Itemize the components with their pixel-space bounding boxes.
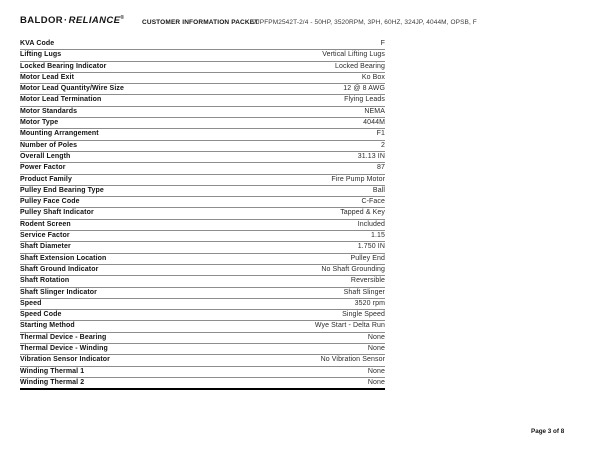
- spec-label: Number of Poles: [20, 141, 78, 149]
- spec-value: No Vibration Sensor: [320, 356, 385, 364]
- table-row: [20, 231, 385, 242]
- table-row: [20, 378, 385, 390]
- table-row: [20, 62, 385, 73]
- spec-value: Shaft Slinger: [343, 288, 385, 296]
- baldor-reliance-logo: [20, 15, 124, 26]
- spec-label: Motor Lead Termination: [20, 96, 102, 104]
- spec-value: 4044M: [363, 119, 385, 127]
- spec-value: 1.750 IN: [357, 243, 385, 251]
- table-row: [20, 254, 385, 265]
- spec-label: Motor Type: [20, 119, 59, 127]
- spec-table: [20, 39, 385, 390]
- spec-label: Locked Bearing Indicator: [20, 62, 107, 70]
- spec-value: F: [380, 40, 385, 47]
- spec-value: C-Face: [361, 198, 385, 206]
- table-row: [20, 84, 385, 95]
- spec-value: F1: [376, 130, 385, 138]
- table-row: [20, 367, 385, 378]
- table-row: [20, 208, 385, 219]
- spec-label: Pulley End Bearing Type: [20, 186, 104, 194]
- table-row: [20, 355, 385, 366]
- spec-value: Locked Bearing: [334, 62, 385, 70]
- table-row: [20, 344, 385, 355]
- spec-value: Reversible: [350, 277, 385, 285]
- spec-label: Shaft Ground Indicator: [20, 265, 99, 273]
- table-row: [20, 118, 385, 129]
- spec-label: Winding Thermal 1: [20, 367, 85, 375]
- spec-value: Single Speed: [342, 311, 385, 319]
- logo-baldor-text: BALDOR: [20, 15, 64, 27]
- spec-label: Shaft Slinger Indicator: [20, 288, 97, 296]
- spec-value: Fire Pump Motor: [331, 175, 385, 183]
- spec-label: Shaft Rotation: [20, 277, 70, 285]
- table-row: [20, 186, 385, 197]
- spec-value: 3520 rpm: [354, 299, 385, 307]
- spec-value: 1.15: [370, 232, 385, 240]
- spec-label: Lifting Lugs: [20, 51, 62, 59]
- logo-separator-dot: ·: [64, 15, 68, 27]
- table-row: [20, 242, 385, 253]
- spec-label: Pulley Face Code: [20, 198, 80, 206]
- spec-label: Power Factor: [20, 164, 66, 172]
- spec-label: Overall Length: [20, 152, 71, 160]
- table-row: [20, 73, 385, 84]
- spec-value: Included: [357, 220, 385, 228]
- table-row: [20, 276, 385, 287]
- logo-reliance-text: RELIANCE: [68, 15, 121, 27]
- spec-value: Flying Leads: [344, 96, 385, 104]
- spec-value: No Shaft Grounding: [321, 265, 385, 273]
- spec-label: Product Family: [20, 175, 72, 183]
- table-row: [20, 220, 385, 231]
- spec-value: 31.13 IN: [357, 152, 385, 160]
- document-title: CUSTOMER INFORMATION PACKET: [142, 18, 259, 26]
- table-row: [20, 50, 385, 61]
- table-row: [20, 299, 385, 310]
- spec-label: Motor Lead Exit: [20, 73, 75, 81]
- spec-label: KVA Code: [20, 40, 55, 47]
- table-row: [20, 321, 385, 332]
- spec-value: Ko Box: [361, 73, 385, 81]
- spec-label: Thermal Device - Bearing: [20, 333, 107, 341]
- spec-label: Speed Code: [20, 311, 62, 319]
- table-row: [20, 129, 385, 140]
- spec-value: 2: [381, 141, 385, 149]
- spec-value: NEMA: [364, 107, 385, 115]
- spec-value: Tapped & Key: [340, 209, 385, 217]
- spec-value: 87: [377, 164, 385, 172]
- table-row: [20, 175, 385, 186]
- table-row: [20, 310, 385, 321]
- product-spec-string: VJPFPM2542T-2/4 - 50HP, 3520RPM, 3PH, 60HZ, 324JP, 4044M, OPSB, F: [252, 18, 477, 26]
- spec-value: Ball: [372, 186, 385, 194]
- spec-value: Wye Start - Delta Run: [314, 322, 385, 330]
- spec-value: Vertical Lifting Lugs: [322, 51, 385, 59]
- registered-trademark-icon: ®: [120, 15, 125, 21]
- spec-value: 12 @ 8 AWG: [343, 85, 385, 93]
- spec-label: Starting Method: [20, 322, 75, 330]
- page-number: Page 3 of 8: [531, 428, 565, 435]
- table-row: [20, 288, 385, 299]
- table-row: [20, 152, 385, 163]
- spec-label: Vibration Sensor Indicator: [20, 356, 110, 364]
- spec-value: None: [367, 367, 385, 375]
- spec-label: Mounting Arrangement: [20, 130, 99, 138]
- table-row: [20, 265, 385, 276]
- table-row: [20, 163, 385, 174]
- spec-label: Pulley Shaft Indicator: [20, 209, 94, 217]
- spec-label: Motor Lead Quantity/Wire Size: [20, 85, 124, 93]
- spec-value: None: [367, 333, 385, 341]
- spec-label: Service Factor: [20, 232, 70, 240]
- table-row: [20, 107, 385, 118]
- spec-label: Motor Standards: [20, 107, 78, 115]
- spec-value: None: [367, 378, 385, 386]
- table-row: [20, 333, 385, 344]
- spec-value: None: [367, 345, 385, 353]
- spec-label: Shaft Extension Location: [20, 254, 107, 262]
- table-row: [20, 95, 385, 106]
- spec-label: Thermal Device - Winding: [20, 345, 108, 353]
- spec-value: Pulley End: [350, 254, 385, 262]
- spec-label: Rodent Screen: [20, 220, 71, 228]
- table-row: [20, 197, 385, 208]
- table-row: [20, 141, 385, 152]
- spec-label: Winding Thermal 2: [20, 378, 85, 386]
- table-row: [20, 39, 385, 50]
- spec-label: Shaft Diameter: [20, 243, 71, 251]
- spec-label: Speed: [20, 299, 42, 307]
